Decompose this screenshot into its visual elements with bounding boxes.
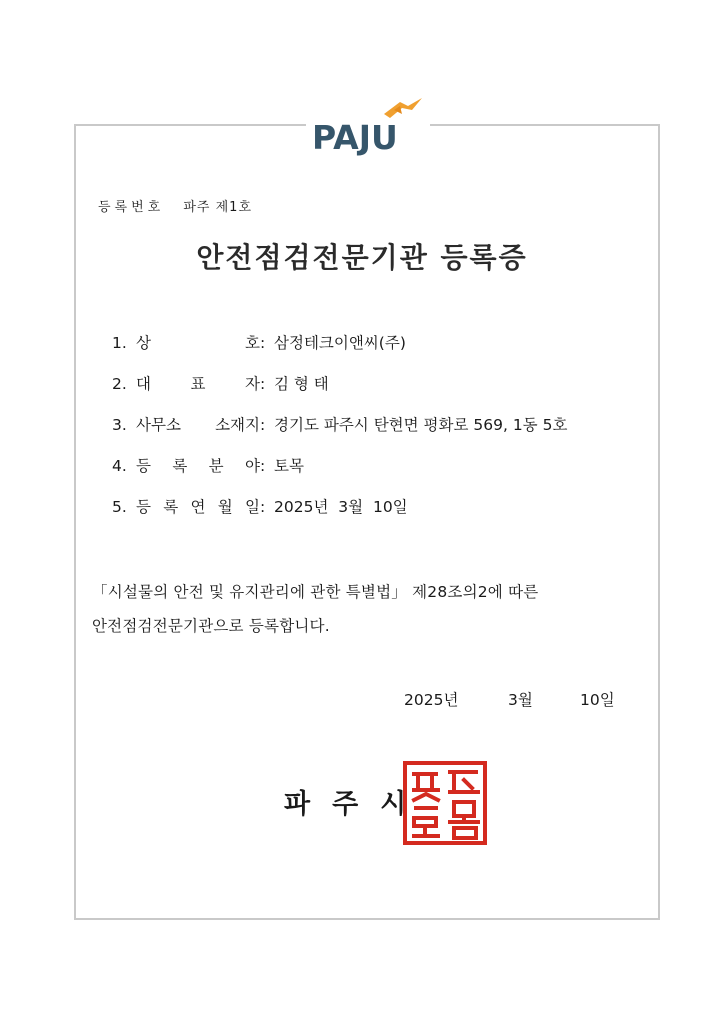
- field-registration-date: 5. 등 록 연 월 일 : 2025년 3월 10일: [112, 495, 408, 517]
- registration-number: [98, 196, 252, 215]
- document-title: 안전점검전문기관 등록증: [196, 241, 528, 274]
- field-category: 4. 등 록 분 야 : 토목: [112, 454, 304, 476]
- registration-value: 파주 제1호: [183, 200, 253, 215]
- issue-month: 3월: [508, 691, 533, 709]
- field-label: 대 표 자: [136, 375, 260, 393]
- svg-text:파주시장인: 파주시장인: [445, 810, 450, 811]
- field-value: 경기도 파주시 탄현면 평화로 569, 1동 5호: [274, 416, 568, 434]
- official-seal-icon: [402, 760, 488, 846]
- field-representative: 2. 대 표 자 : 김 형 태: [112, 372, 329, 394]
- registration-label: 등록번호: [98, 200, 165, 215]
- field-value: 2025년 3월 10일: [274, 498, 408, 516]
- field-label: 사무소 소재지: [136, 416, 260, 434]
- issue-day: 10일: [580, 691, 615, 709]
- logo-text: PAJU: [312, 118, 398, 157]
- statement-line-2: 안전점검전문기관으로 등록합니다.: [92, 617, 330, 635]
- field-value: 토목: [274, 457, 304, 475]
- issue-year: 2025년: [404, 691, 459, 709]
- field-value: 김 형 태: [274, 375, 329, 393]
- paju-logo: [306, 96, 430, 160]
- field-label: 상 호: [136, 334, 260, 352]
- field-label: 등 록 연 월 일: [136, 498, 260, 516]
- field-value: 삼정테크이앤씨(주): [274, 334, 406, 352]
- issuer-name: 파주시: [284, 789, 429, 820]
- field-label: 등 록 분 야: [136, 457, 260, 475]
- field-company: 1. 상 호 : 삼정테크이앤씨(주): [112, 331, 406, 353]
- statement-line-1: 「시설물의 안전 및 유지관리에 관한 특별법」 제28조의2에 따른: [92, 583, 539, 601]
- field-address: 3. 사무소 소재지 : 경기도 파주시 탄현면 평화로 569, 1동 5호: [112, 413, 567, 435]
